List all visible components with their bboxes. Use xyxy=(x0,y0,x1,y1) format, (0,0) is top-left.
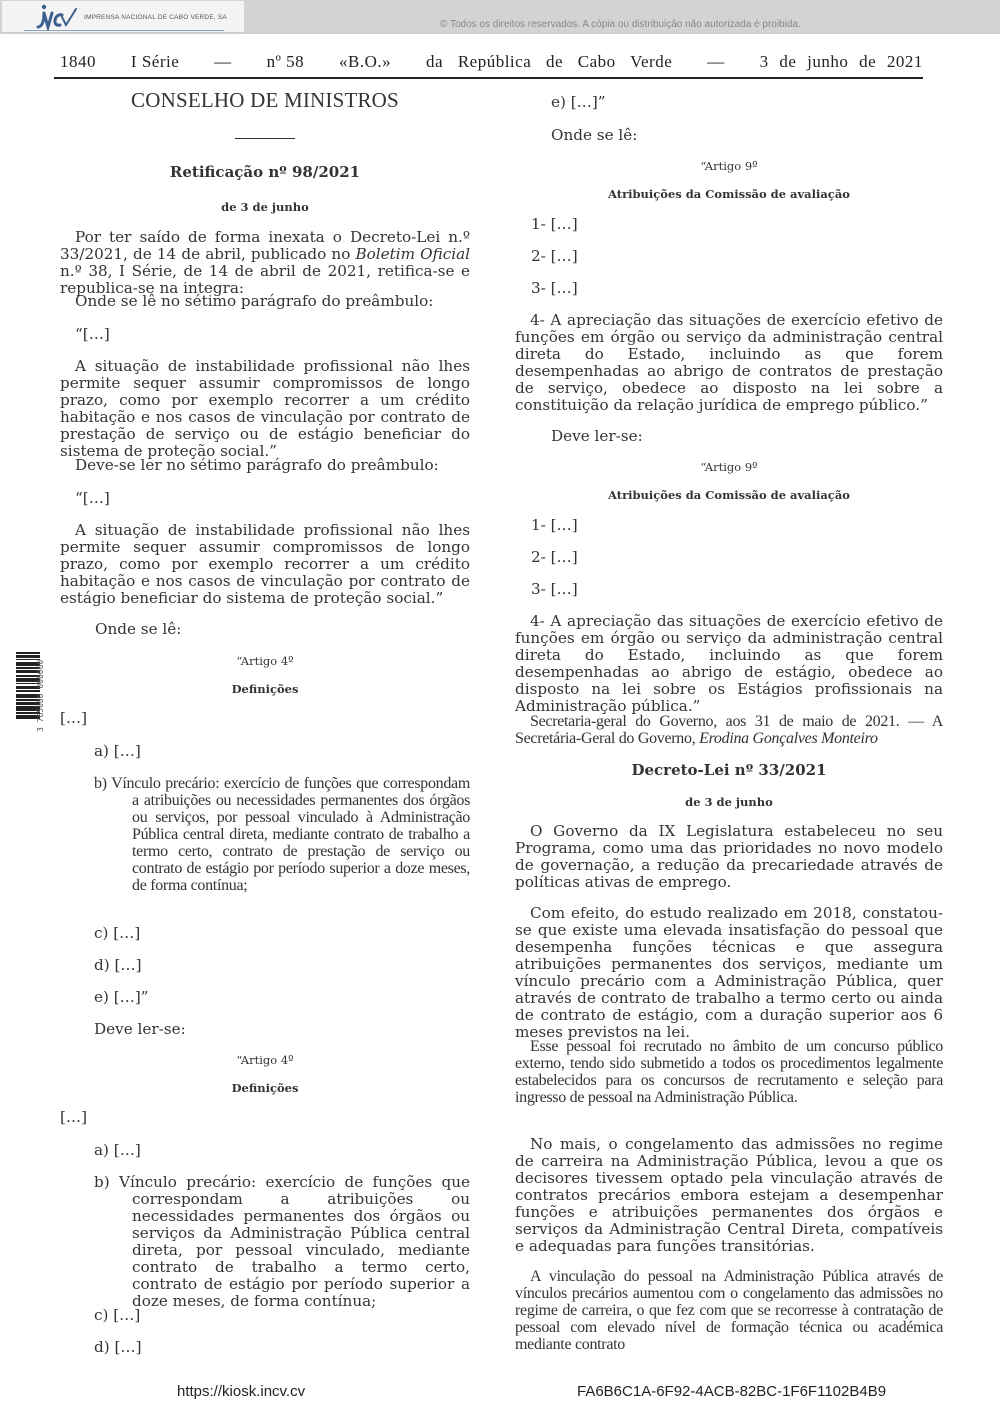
decreto-paragraph-2: Com efeito, do estudo realizado em 2018, constatou-se que existe uma elevada insatisfação do pessoal que desempenha funções técnicas e que assegura atribuições permanentes dos serviços, mediante um vínculo precário com a Administração Pública, quer através de contrato de trabalho a termo certo ou ainda de contrato de estágio, com a duração superior aos 6 meses previstos na lei. xyxy=(515,904,943,1041)
page-number: 1840 xyxy=(60,52,96,71)
art4-old-heading: Definições xyxy=(231,682,299,696)
copyright-notice: © Todos os direitos reservados. A cópia ou distribuição não autorizada é proibida. xyxy=(440,19,801,30)
art9-new-heading: Atribuições da Comissão de avaliação xyxy=(608,488,850,502)
retificacao-date: de 3 de junho xyxy=(221,200,309,214)
incv-logo-icon xyxy=(34,3,78,31)
republic-name: da República de Cabo Verde xyxy=(426,52,673,71)
art9-new-title: “Artigo 9º xyxy=(700,460,758,474)
right-column xyxy=(515,90,943,1380)
intro-text: Por ter saído de forma inexata o Decreto-Lei n.º 33/2021, de 14 de abril, publicado no xyxy=(60,228,470,263)
section-title: CONSELHO DE MINISTROS xyxy=(131,88,399,112)
art4-new-heading: Definições xyxy=(231,1081,299,1095)
art4-new-ellipsis: […] xyxy=(60,1108,88,1126)
boletim-oficial-italic: Boletim Oficial xyxy=(355,245,470,263)
logo-text: IMPRENSA NACIONAL DE CABO VERDE, SA xyxy=(84,14,227,21)
art4-new-item-b: b) Vínculo precário: exercício de funções que correspondam a atribuições ou necessidades permanentes dos órgãos ou serviços da Administração Pública central direta, por pessoal vinculado, mediante contrato de trabalho a termo certo, contrato de estágio por período superior a doze meses, de forma contínua; xyxy=(94,1173,470,1310)
separator-dash: — xyxy=(214,52,232,71)
header-rule xyxy=(54,77,923,79)
art4-new-item-e: e) […]” xyxy=(551,93,606,111)
logo-underline xyxy=(24,30,224,31)
quote-open: “[…] xyxy=(75,489,110,507)
art4-old-ellipsis: […] xyxy=(60,709,88,727)
preambulo-old-text: A situação de instabilidade profissional não lhes permite sequer assumir compromissos de longo prazo, como por exemplo recorrer a um crédito habitação e nos casos de vinculação por contrato de prestação de serviço ou de estágio beneficiar do sistema de proteção social.” xyxy=(60,357,470,460)
art9-old-heading: Atribuições da Comissão de avaliação xyxy=(608,187,850,201)
art9-new-item-2: 2- […] xyxy=(531,548,578,566)
art9-new-item-3: 3- […] xyxy=(531,580,578,598)
art4-old-item-b: b) Vínculo precário: exercício de funções que correspondam a atribuições ou necessidades permanentes dos órgãos ou serviços, por pessoal vinculado à Administração Pública central direta, mediante contrato de trabalho a termo certo, contrato de prestação de serviço ou contrato de estágio por período superior a doze meses, de forma contínua; xyxy=(94,775,470,894)
onde-art4: Onde se lê: xyxy=(95,620,182,638)
art4-old-title: “Artigo 4º xyxy=(236,654,294,668)
art9-old-item-4: 4- A apreciação das situações de exercício efetivo de funções em órgão ou serviço da administração central direta do Estado, incluindo as que forem desempenhadas ao abrigo de contratos de prestação de serviço, obedece ao disposto na lei sobre a constituição da relação jurídica de emprego público.” xyxy=(515,311,943,414)
art4-new-item-d: d) […] xyxy=(94,1338,142,1356)
issue-date: 3 de junho de 2021 xyxy=(759,52,923,71)
publication-name: «B.O.» xyxy=(339,52,392,71)
onde-preambulo: Onde se lê no sétimo parágrafo do preâmbulo: xyxy=(75,292,434,310)
art9-new-item-4: 4- A apreciação das situações de exercício efetivo de funções em órgão ou serviço da administração central direta do Estado, incluindo as que forem desempenhadas ao abrigo de estágio, obedece ao disposto na lei sobre os Estágios profissionais na Administração pública.” xyxy=(515,612,943,715)
section-divider xyxy=(235,138,295,139)
art4-new-item-a: a) […] xyxy=(94,1141,141,1159)
decreto-paragraph-4: No mais, o congelamento das admissões no regime de carreira na Administração Pública, levou a que os decisores tivessem optado pela vinculação através de contratos precários embora estejam a desempenhar funções e atribuições permanentes dos órgãos e serviços da Administração Central Direta, compatíveis e adequadas para funções transitórias. xyxy=(515,1135,943,1255)
onde-art9: Onde se lê: xyxy=(551,126,638,144)
quote-open: “[…] xyxy=(75,325,110,343)
signatory-name: Erodina Gonçalves Monteiro xyxy=(699,730,878,747)
art4-old-item-d: d) […] xyxy=(94,956,142,974)
intro-paragraph xyxy=(60,229,470,297)
art4-old-item-e: e) […]” xyxy=(94,988,149,1006)
signature-text: Secretaria-geral do Governo, aos 31 de maio de 2021. — A Secretária-Geral do Governo, xyxy=(515,713,943,747)
art9-old-item-2: 2- […] xyxy=(531,247,578,265)
issue-number: nº 58 xyxy=(266,52,305,71)
intro-text-cont: n.º 38, I Série, de 14 de abril de 2021, retifica-se e republica-se na integra: xyxy=(60,262,470,297)
document-id: FA6B6C1A-6F92-4ACB-82BC-1F6F1102B4B9 xyxy=(577,1383,887,1400)
kiosk-link[interactable]: https://kiosk.incv.cv xyxy=(177,1383,306,1400)
decreto-title: Decreto-Lei nº 33/2021 xyxy=(631,761,827,779)
decreto-paragraph-3: Esse pessoal foi recrutado no âmbito de um concurso público externo, tendo sido submetido a todos os procedimentos legalmente estabelecidos para os concursos de recrutamento e seleção para ingresso de pessoal na Administração Pública. xyxy=(515,1038,943,1106)
art9-old-item-1: 1- […] xyxy=(531,215,578,233)
deve-art9: Deve ler-se: xyxy=(551,427,643,445)
left-column xyxy=(60,90,470,1380)
art4-old-item-a: a) […] xyxy=(94,742,141,760)
separator-dash: — xyxy=(707,52,725,71)
art9-old-item-3: 3- […] xyxy=(531,279,578,297)
running-head xyxy=(60,52,923,74)
decreto-paragraph-1: O Governo da IX Legislatura estabeleceu no seu Programa, como uma das prioridades no novo modelo de governação, a redução da precariedade através de políticas ativas de emprego. xyxy=(515,822,943,891)
incv-logo[interactable] xyxy=(2,1,244,33)
preambulo-new-text: A situação de instabilidade profissional não lhes permite sequer assumir compromissos de longo prazo, como por exemplo recorrer a um crédito habitação e nos casos de vinculação por contrato de estágio beneficiar do sistema de proteção social.” xyxy=(60,521,470,607)
art4-old-item-c: c) […] xyxy=(94,924,141,942)
deve-preambulo: Deve-se ler no sétimo parágrafo do preâmbulo: xyxy=(75,456,439,474)
art9-new-item-1: 1- […] xyxy=(531,516,578,534)
retificacao-title: Retificação nº 98/2021 xyxy=(169,163,361,181)
decreto-date: de 3 de junho xyxy=(685,795,773,809)
top-banner xyxy=(0,0,1000,34)
signature-block xyxy=(515,713,943,747)
deve-art4: Deve ler-se: xyxy=(94,1020,186,1038)
decreto-paragraph-5: A vinculação do pessoal na Administração Pública através de vínculos precários aumentou com o congelamento das admissões no regime de carreira, o que fez com que se recorresse à contratação de pessoal com elevado nível de formação técnica ou académica mediante contrato xyxy=(515,1268,943,1353)
barcode-number: 3 765000 000000 xyxy=(36,659,45,732)
art4-new-item-c: c) […] xyxy=(94,1306,141,1324)
series: I Série xyxy=(130,52,180,71)
art9-old-title: “Artigo 9º xyxy=(700,159,758,173)
art4-new-title: “Artigo 4º xyxy=(236,1053,294,1067)
